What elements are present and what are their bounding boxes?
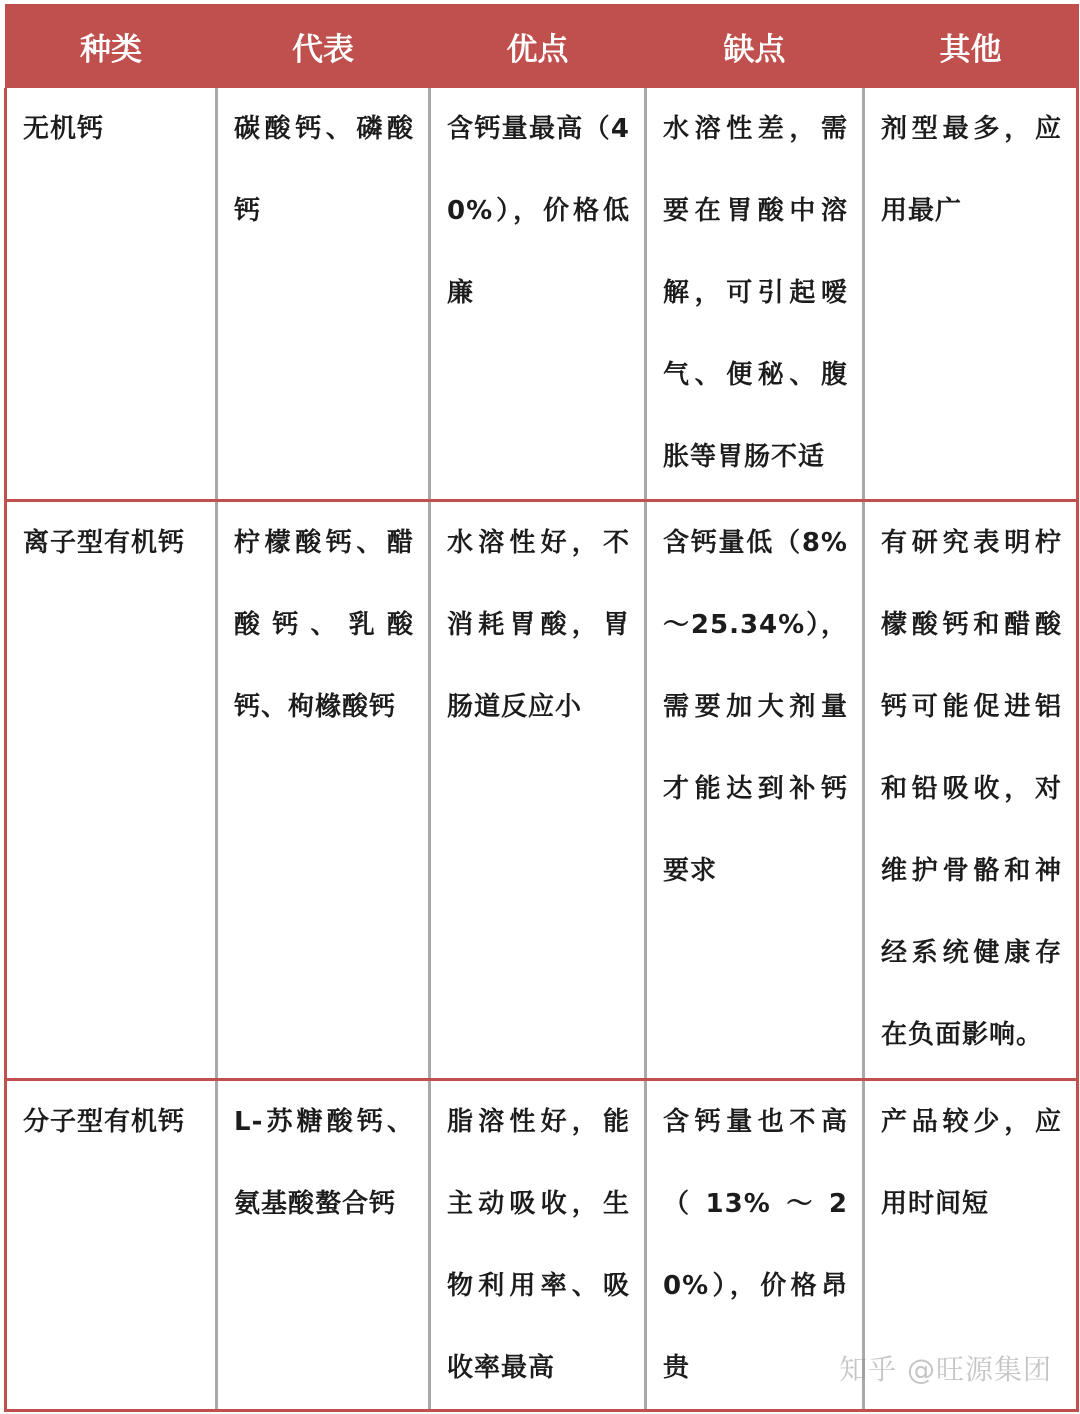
- cell-type-text: 无机钙: [23, 114, 105, 144]
- cell-representative: [217, 1080, 430, 1411]
- cell-representative: [217, 501, 430, 1080]
- watermark: 知乎 @旺源集团: [839, 1353, 1052, 1386]
- cell-cons-text: 含钙量也不高（13%～20%），价格昂贵: [663, 1107, 848, 1383]
- cell-representative-text: L-苏糖酸钙、氨基酸螯合钙: [234, 1107, 414, 1219]
- header-pros: 优点: [430, 4, 646, 88]
- cell-pros: [430, 1080, 646, 1411]
- header-other: 其他: [864, 4, 1078, 88]
- cell-type: [6, 1080, 217, 1411]
- header-row: [6, 4, 1078, 88]
- table-header: [6, 4, 1078, 88]
- cell-cons: [646, 1080, 864, 1411]
- cell-pros: [430, 501, 646, 1080]
- cell-representative-text: 碳酸钙、磷酸钙: [234, 114, 414, 226]
- calcium-comparison-table: [4, 4, 1079, 1412]
- cell-type: [6, 501, 217, 1080]
- cell-other: [864, 501, 1078, 1080]
- header-type: 种类: [6, 4, 217, 88]
- cell-cons: [646, 88, 864, 501]
- cell-other: [864, 88, 1078, 501]
- cell-other-text: 产品较少，应用时间短: [881, 1107, 1062, 1219]
- cell-type-text: 分子型有机钙: [23, 1107, 186, 1137]
- cell-representative-text: 柠檬酸钙、醋酸钙、乳酸钙、枸橼酸钙: [234, 528, 414, 722]
- header-cons: 缺点: [646, 4, 864, 88]
- cell-cons: [646, 501, 864, 1080]
- cell-pros-text: 水溶性好，不消耗胃酸，胃肠道反应小: [447, 528, 630, 722]
- cell-cons-text: 含钙量低（8%～25.34%），需要加大剂量才能达到补钙要求: [663, 528, 848, 886]
- cell-pros-text: 脂溶性好，能主动吸收，生物利用率、吸收率最高: [447, 1107, 630, 1383]
- cell-representative: [217, 88, 430, 501]
- cell-other-text: 有研究表明柠檬酸钙和醋酸钙可能促进铝和铅吸收，对维护骨骼和神经系统健康存在负面影响。: [881, 528, 1062, 1050]
- table-body: [6, 88, 1078, 1411]
- cell-cons-text: 水溶性差，需要在胃酸中溶解，可引起嗳气、便秘、腹胀等胃肠不适: [663, 114, 848, 472]
- table-row: [6, 501, 1078, 1080]
- cell-type: [6, 88, 217, 501]
- header-representative: 代表: [217, 4, 430, 88]
- table-row: [6, 88, 1078, 501]
- cell-pros-text: 含钙量最高（40%），价格低廉: [447, 114, 630, 308]
- cell-pros: [430, 88, 646, 501]
- cell-other-text: 剂型最多，应用最广: [881, 114, 1062, 226]
- cell-type-text: 离子型有机钙: [23, 528, 186, 558]
